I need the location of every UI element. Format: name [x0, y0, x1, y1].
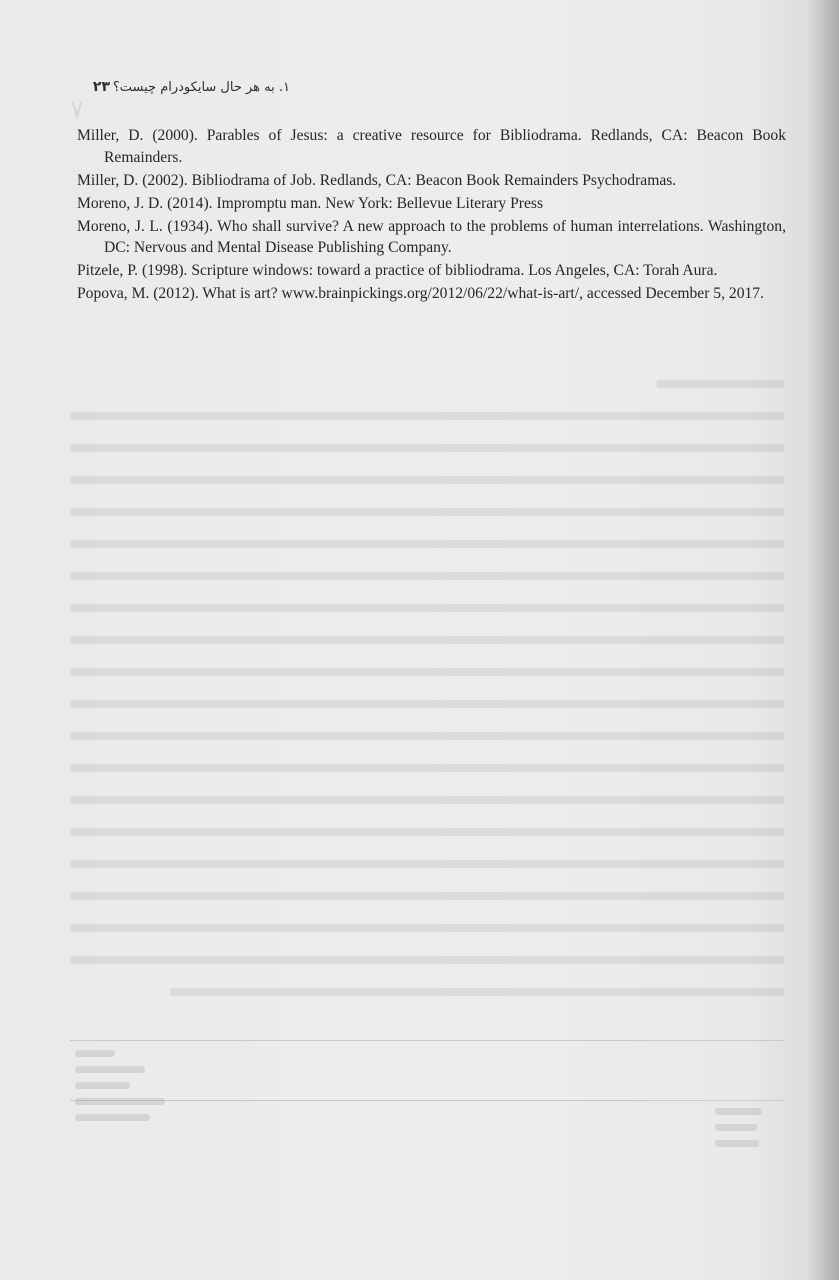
reference-entry: Popova, M. (2012). What is art? www.brainpickings.org/2012/06/22/what-is-art/, accessed December 5, 2017. [77, 285, 764, 302]
page-number: ۲۳ [92, 79, 110, 95]
show-through-rule [70, 1040, 785, 1041]
show-through-footnotes [75, 1050, 175, 1130]
reference-list [77, 125, 786, 306]
reference-entry: Pitzele, P. (1998). Scripture windows: toward a practice of bibliodrama. Los Angeles, CA: Torah Aura. [77, 262, 718, 279]
reverse-side-show-through [70, 380, 785, 1040]
show-through-footnotes [715, 1108, 767, 1156]
reference-entry: Moreno, J. D. (2014). Impromptu man. New York: Bellevue Literary Press [77, 194, 544, 212]
book-spine-shadow [809, 0, 839, 1280]
show-through-mark: ۷ [70, 95, 84, 125]
reference-entry: Moreno, J. L. (1934). Who shall survive? A new approach to the problems of human interrelations. Washington, DC: Nervous and Mental Disease Publishing Company. [77, 217, 786, 256]
show-through-rule [70, 1100, 785, 1101]
reference-entry: Miller, D. (2000). Parables of Jesus: a creative resource for Bibliodrama. Redlands, CA: Beacon Book Remainders. [77, 127, 786, 166]
reference-entry: Miller, D. (2002). Bibliodrama of Job. Redlands, CA: Beacon Book Remainders Psychodramas. [77, 171, 677, 189]
running-header [78, 78, 790, 102]
chapter-title: ۱. به هر حال سایکودرام چیست؟ [112, 80, 290, 95]
